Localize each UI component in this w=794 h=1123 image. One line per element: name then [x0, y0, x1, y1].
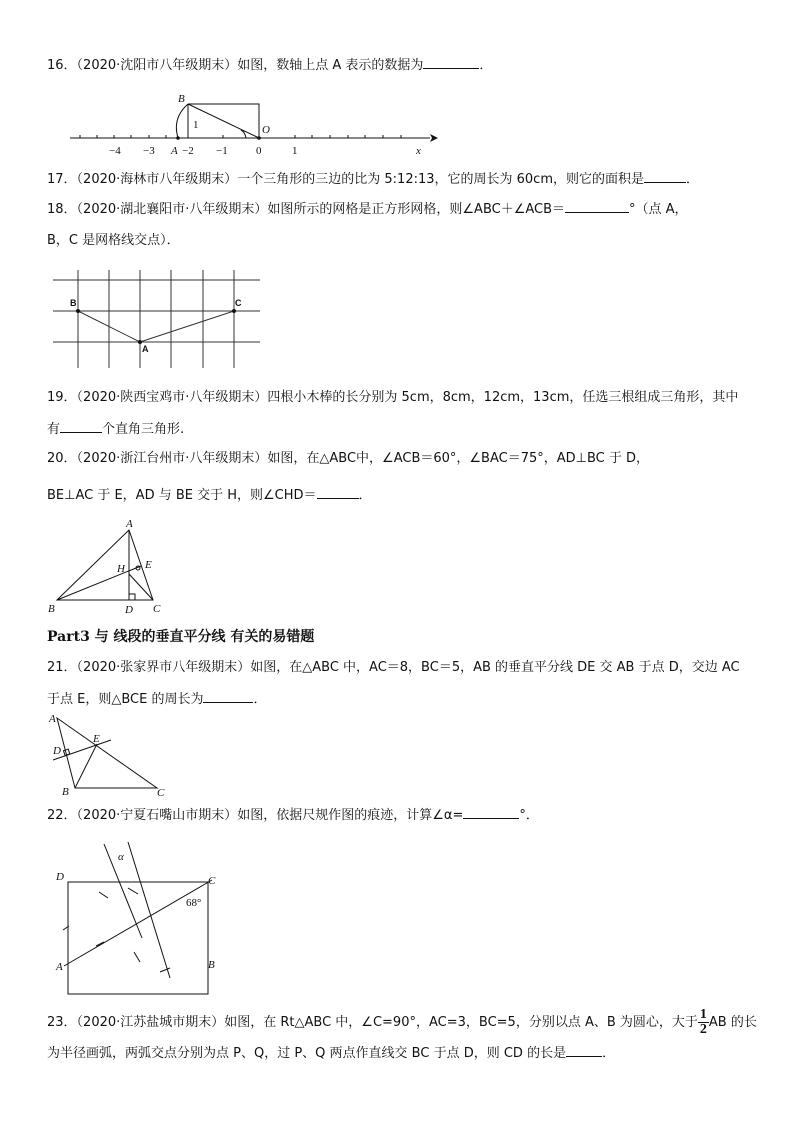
q16-tick-label: −1	[216, 145, 228, 157]
part3-heading: Part3 与 线段的垂直平分线 有关的易错题	[47, 629, 315, 645]
q23-answer-blank[interactable]	[566, 1044, 602, 1057]
q22-label-alpha: α	[118, 851, 124, 863]
q18-label-B: B	[70, 298, 77, 308]
q20-label-A: A	[126, 518, 133, 530]
q22-label-D: D	[56, 871, 64, 883]
q16-label-O: O	[262, 124, 270, 136]
q16-tick-label: −2	[182, 145, 194, 157]
q19-text-line2: 有 个直角三角形.	[47, 422, 185, 437]
q16-label-A: A	[171, 145, 178, 157]
q18-label-A: A	[142, 344, 149, 354]
q16-label-B: B	[178, 93, 185, 105]
q19-text-line1: 19．（2020·陕西宝鸡市·八年级期末）四根小木棒的长分别为 5cm，8cm，12cm，13cm，任选三根组成三角形，其中	[47, 390, 739, 405]
q18-label-C: C	[235, 298, 242, 308]
q16-tick-label: −4	[109, 145, 121, 157]
q20-text-line2: BE⊥AC 于 E，AD 与 BE 交于 H，则∠CHD＝ ．	[47, 488, 372, 503]
q16-label-one: 1	[193, 119, 199, 131]
q16-number-line-figure	[60, 88, 440, 158]
q18-grid-figure	[53, 270, 263, 370]
q21-text-line1: 21．（2020·张家界市八年级期末）如图，在△ABC 中，AC＝8，BC＝5，AB 的垂直平分线 DE 交 AB 于点 D，交边 AC	[47, 660, 740, 675]
q19-answer-blank[interactable]	[60, 420, 102, 433]
q23-fraction: $\frac{1}{2}$	[699, 1007, 707, 1037]
q22-answer-blank[interactable]	[463, 806, 519, 819]
q21-label-C: C	[157, 787, 165, 799]
q21-triangle-figure	[45, 712, 175, 800]
q22-rectangle-figure	[52, 834, 232, 984]
q23-text-line2: 为半径画弧，两弧交点分别为点 P、Q，过 P、Q 两点作直线交 BC 于点 D，则 CD 的长是 ．	[47, 1046, 616, 1061]
q20-label-C: C	[153, 603, 161, 615]
q22-label-A: A	[56, 961, 63, 973]
q20-triangle-figure	[45, 516, 175, 616]
q21-answer-blank[interactable]	[203, 690, 253, 703]
q22-text: 22．（2020·宁夏石嘴山市期末）如图，依据尺规作图的痕迹，计算∠α= °．	[47, 808, 539, 823]
q21-text-line2: 于点 E，则△BCE 的周长为 ．	[47, 692, 267, 707]
q21-label-D: D	[53, 745, 61, 757]
q18-text-line1: 18．（2020·湖北襄阳市·八年级期末）如图所示的网格是正方形网格，则∠ABC＋∠ACB＝ °（点 A，	[47, 202, 688, 217]
q20-label-D: D	[125, 604, 133, 616]
q20-text-line1: 20．（2020·浙江台州市·八年级期末）如图，在△ABC中，∠ACB＝60°，∠BAC＝75°，AD⊥BC 于 D，	[47, 451, 650, 466]
q22-label-C: C	[208, 875, 216, 887]
q16-answer-blank[interactable]	[423, 56, 479, 69]
q20-label-B: B	[48, 603, 55, 615]
q22-label-angle: 68°	[186, 897, 202, 909]
q20-answer-blank[interactable]	[317, 486, 359, 499]
q16-tick-label: 0	[256, 145, 262, 157]
q17-answer-blank[interactable]	[644, 170, 686, 183]
q16-tick-label: 1	[292, 145, 298, 157]
q21-label-B: B	[62, 786, 69, 798]
q16-tick-label: −3	[143, 145, 155, 157]
q20-label-H: H	[117, 563, 125, 575]
q20-label-E: E	[145, 559, 152, 571]
q16-label-x: x	[416, 145, 421, 157]
q23-text-line1: 23．（2020·江苏盐城市期末）如图，在 Rt△ABC 中，∠C=90°，AC=3，BC=5，分别以点 A、B 为圆心，大于 $\frac{1}{2}$ AB 的长	[47, 1007, 757, 1037]
q21-label-E: E	[93, 733, 100, 745]
q18-text-line2: B，C 是网格线交点）．	[47, 233, 180, 248]
q21-label-A: A	[49, 713, 56, 725]
q22-label-B: B	[208, 959, 215, 971]
q16-text: 16．（2020·沈阳市八年级期末）如图，数轴上点 A 表示的数据为 ．	[47, 58, 493, 73]
q17-text: 17．（2020·海林市八年级期末）一个三角形的三边的比为 5:12:13，它的周长为 60cm，则它的面积是 ．	[47, 172, 700, 187]
q18-answer-blank[interactable]	[565, 200, 629, 213]
